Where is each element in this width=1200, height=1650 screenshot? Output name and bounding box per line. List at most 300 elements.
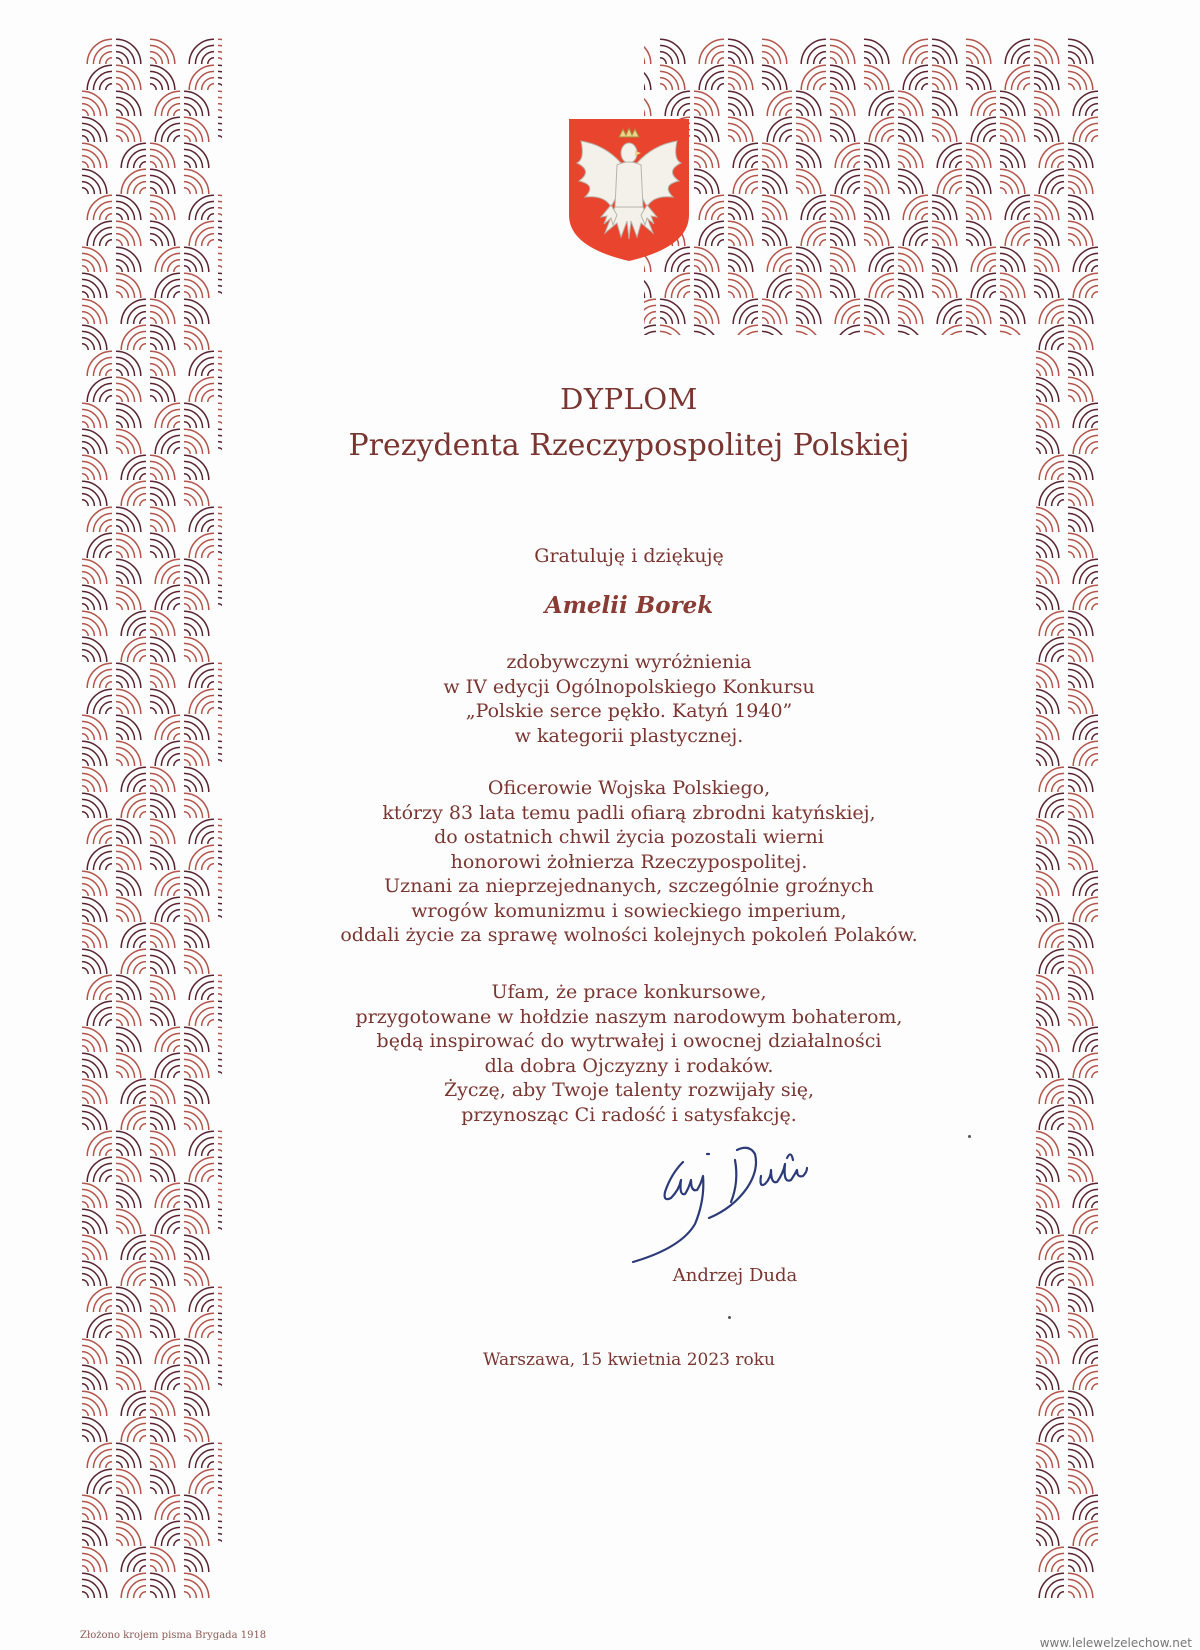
arc-stroke bbox=[1092, 578, 1098, 584]
arc-stroke bbox=[841, 175, 860, 194]
arc-stroke bbox=[150, 773, 169, 792]
arc-stroke bbox=[854, 162, 860, 168]
arc-stroke bbox=[898, 279, 917, 298]
arc-stroke bbox=[1045, 175, 1064, 194]
arc-stroke bbox=[184, 136, 190, 142]
arc-stroke bbox=[82, 344, 88, 350]
arc-stroke bbox=[1058, 188, 1064, 194]
arc-stroke bbox=[671, 279, 690, 298]
arc-stroke bbox=[898, 305, 917, 324]
arc-stroke bbox=[82, 1098, 88, 1104]
arc-stroke bbox=[184, 266, 190, 272]
arc-stroke bbox=[966, 149, 985, 168]
arc-stroke bbox=[909, 227, 928, 246]
arc-stroke bbox=[82, 188, 88, 194]
arc-stroke bbox=[762, 240, 768, 246]
arc-stroke bbox=[1034, 383, 1053, 402]
arc-stroke bbox=[1068, 461, 1087, 480]
arc-stroke bbox=[932, 292, 938, 298]
arc-stroke bbox=[1024, 84, 1030, 90]
arc-stroke bbox=[762, 84, 768, 90]
arc-stroke bbox=[195, 201, 214, 220]
arc-stroke bbox=[184, 1085, 203, 1104]
arc-stroke bbox=[932, 71, 951, 90]
arc-stroke bbox=[739, 305, 758, 324]
arc-stroke bbox=[1068, 708, 1074, 714]
arc-stroke bbox=[807, 45, 826, 64]
arc-stroke bbox=[116, 734, 122, 740]
arc-stroke bbox=[796, 136, 802, 142]
arc-stroke bbox=[184, 903, 203, 922]
arc-stroke bbox=[1000, 97, 1019, 116]
arc-stroke bbox=[161, 1033, 180, 1052]
arc-stroke bbox=[150, 539, 169, 558]
arc-stroke bbox=[1034, 669, 1053, 688]
arc-stroke bbox=[796, 123, 815, 142]
arc-stroke bbox=[1068, 188, 1074, 194]
arc-stroke bbox=[1058, 500, 1064, 506]
arc-stroke bbox=[660, 71, 679, 90]
arc-stroke bbox=[1092, 136, 1098, 142]
arc-stroke bbox=[694, 110, 700, 116]
arc-stroke bbox=[1000, 110, 1006, 116]
arc-stroke bbox=[82, 1085, 101, 1104]
arc-stroke bbox=[82, 799, 101, 818]
arc-stroke bbox=[932, 201, 951, 220]
arc-stroke bbox=[1079, 877, 1098, 896]
arc-stroke bbox=[864, 84, 870, 90]
arc-stroke bbox=[932, 266, 938, 272]
arc-stroke bbox=[1092, 266, 1098, 272]
arc-stroke bbox=[161, 1059, 180, 1078]
arc-stroke bbox=[150, 240, 156, 246]
arc-stroke bbox=[82, 643, 101, 662]
arc-stroke bbox=[966, 58, 972, 64]
arc-stroke bbox=[116, 58, 122, 64]
arc-stroke bbox=[864, 201, 883, 220]
arc-stroke bbox=[184, 799, 203, 818]
arc-stroke bbox=[1068, 682, 1074, 688]
arc-stroke bbox=[1034, 240, 1040, 246]
arc-stroke bbox=[208, 864, 214, 870]
arc-stroke bbox=[1068, 149, 1087, 168]
arc-stroke bbox=[820, 58, 826, 64]
arc-stroke bbox=[718, 58, 724, 64]
arc-stroke bbox=[1068, 1007, 1087, 1026]
arc-stroke bbox=[82, 162, 88, 168]
arc-stroke bbox=[82, 487, 101, 506]
arc-stroke bbox=[864, 71, 883, 90]
arc-stroke bbox=[161, 721, 180, 740]
arc-stroke bbox=[660, 318, 666, 324]
arc-stroke bbox=[762, 227, 781, 246]
arc-stroke bbox=[977, 253, 996, 272]
arc-stroke bbox=[127, 175, 146, 194]
arc-stroke bbox=[1092, 890, 1098, 896]
arc-stroke bbox=[932, 253, 951, 272]
arc-stroke bbox=[208, 838, 214, 844]
arc-stroke bbox=[943, 175, 962, 194]
arc-stroke bbox=[184, 591, 203, 610]
arc-stroke bbox=[1068, 214, 1074, 220]
arc-stroke bbox=[1068, 643, 1087, 662]
arc-stroke bbox=[150, 331, 169, 350]
arc-stroke bbox=[966, 227, 985, 246]
arc-stroke bbox=[150, 487, 169, 506]
arc-stroke bbox=[140, 500, 146, 506]
arc-stroke bbox=[195, 383, 214, 402]
arc-stroke bbox=[1034, 851, 1053, 870]
arc-stroke bbox=[1034, 201, 1053, 220]
arc-stroke bbox=[830, 201, 849, 220]
arc-stroke bbox=[1068, 474, 1074, 480]
arc-stroke bbox=[150, 396, 156, 402]
arc-stroke bbox=[909, 71, 928, 90]
arc-stroke bbox=[174, 1072, 180, 1078]
arc-stroke bbox=[82, 1046, 88, 1052]
arc-stroke bbox=[786, 136, 792, 142]
arc-stroke bbox=[1045, 643, 1064, 662]
arc-stroke bbox=[1034, 877, 1053, 896]
arc-stroke bbox=[990, 292, 996, 298]
arc-stroke bbox=[943, 305, 962, 324]
arc-stroke bbox=[932, 227, 951, 246]
arc-stroke bbox=[208, 994, 214, 1000]
arc-stroke bbox=[1045, 799, 1064, 818]
arc-stroke bbox=[82, 812, 88, 818]
arc-stroke bbox=[116, 526, 122, 532]
arc-stroke bbox=[150, 981, 169, 1000]
arc-stroke bbox=[150, 383, 169, 402]
arc-stroke bbox=[796, 305, 815, 324]
arc-stroke bbox=[150, 942, 156, 948]
arc-stroke bbox=[116, 877, 135, 896]
arc-stroke bbox=[1079, 591, 1098, 610]
arc-stroke bbox=[1000, 266, 1006, 272]
arc-stroke bbox=[150, 214, 156, 220]
arc-stroke bbox=[1068, 227, 1087, 246]
arc-stroke bbox=[1079, 747, 1098, 766]
arc-stroke bbox=[184, 188, 190, 194]
arc-stroke bbox=[932, 279, 951, 298]
arc-stroke bbox=[150, 630, 156, 636]
arc-stroke bbox=[82, 617, 101, 636]
arc-stroke bbox=[1034, 721, 1053, 740]
arc-stroke bbox=[1092, 292, 1098, 298]
arc-stroke bbox=[762, 58, 768, 64]
arc-stroke bbox=[184, 786, 190, 792]
arc-stroke bbox=[150, 370, 156, 376]
arc-stroke bbox=[82, 747, 101, 766]
arc-stroke bbox=[184, 1046, 190, 1052]
arc-stroke bbox=[150, 669, 169, 688]
arc-stroke bbox=[1034, 1033, 1053, 1052]
arc-stroke bbox=[116, 253, 135, 272]
arc-stroke bbox=[796, 253, 815, 272]
arc-stroke bbox=[184, 474, 190, 480]
arc-stroke bbox=[1034, 981, 1053, 1000]
arc-stroke bbox=[150, 656, 156, 662]
arc-stroke bbox=[922, 84, 928, 90]
arc-stroke bbox=[140, 1124, 146, 1130]
arc-stroke bbox=[127, 461, 146, 480]
arc-stroke bbox=[830, 253, 849, 272]
arc-stroke bbox=[116, 97, 135, 116]
arc-stroke bbox=[161, 565, 180, 584]
arc-stroke bbox=[966, 305, 985, 324]
arc-stroke bbox=[150, 851, 169, 870]
arc-stroke bbox=[786, 266, 792, 272]
arc-stroke bbox=[1092, 1046, 1098, 1052]
arc-stroke bbox=[966, 214, 972, 220]
arc-stroke bbox=[174, 292, 180, 298]
arc-stroke bbox=[174, 266, 180, 272]
arc-stroke bbox=[127, 643, 146, 662]
arc-stroke bbox=[1068, 656, 1074, 662]
arc-stroke bbox=[854, 188, 860, 194]
arc-stroke bbox=[116, 539, 135, 558]
arc-stroke bbox=[1000, 279, 1019, 298]
arc-stroke bbox=[932, 136, 938, 142]
arc-stroke bbox=[956, 318, 962, 324]
arc-stroke bbox=[82, 422, 88, 428]
arc-stroke bbox=[932, 214, 938, 220]
arc-stroke bbox=[106, 396, 112, 402]
arc-stroke bbox=[82, 149, 101, 168]
arc-stroke bbox=[875, 279, 894, 298]
arc-stroke bbox=[1079, 97, 1098, 116]
arc-stroke bbox=[1000, 188, 1006, 194]
arc-stroke bbox=[1000, 305, 1019, 324]
arc-stroke bbox=[161, 279, 180, 298]
arc-stroke bbox=[174, 916, 180, 922]
arc-stroke bbox=[116, 357, 135, 376]
arc-stroke bbox=[1034, 695, 1053, 714]
arc-stroke bbox=[150, 45, 169, 64]
arc-stroke bbox=[116, 604, 122, 610]
arc-stroke bbox=[184, 1098, 190, 1104]
arc-stroke bbox=[820, 84, 826, 90]
arc-stroke bbox=[1068, 825, 1087, 844]
arc-stroke bbox=[1068, 500, 1074, 506]
arc-stroke bbox=[888, 110, 894, 116]
arc-stroke bbox=[140, 812, 146, 818]
arc-stroke bbox=[786, 110, 792, 116]
arc-stroke bbox=[116, 1046, 122, 1052]
arc-stroke bbox=[932, 123, 951, 142]
arc-stroke bbox=[762, 214, 768, 220]
arc-stroke bbox=[106, 1020, 112, 1026]
arc-stroke bbox=[82, 630, 88, 636]
arc-stroke bbox=[1034, 253, 1053, 272]
arc-stroke bbox=[150, 994, 156, 1000]
arc-stroke bbox=[1034, 1007, 1053, 1026]
arc-stroke bbox=[174, 1046, 180, 1052]
arc-stroke bbox=[1079, 1033, 1098, 1052]
arc-stroke bbox=[184, 1059, 203, 1078]
arc-stroke bbox=[150, 929, 169, 948]
arc-stroke bbox=[93, 669, 112, 688]
arc-stroke bbox=[140, 968, 146, 974]
arc-stroke bbox=[184, 305, 203, 324]
arc-stroke bbox=[82, 734, 88, 740]
arc-stroke bbox=[1058, 162, 1064, 168]
arc-stroke bbox=[830, 58, 836, 64]
arc-stroke bbox=[140, 1098, 146, 1104]
arc-stroke bbox=[875, 123, 894, 142]
arc-stroke bbox=[728, 110, 734, 116]
arc-stroke bbox=[922, 240, 928, 246]
arc-stroke bbox=[1034, 214, 1040, 220]
arc-stroke bbox=[773, 97, 792, 116]
arc-stroke bbox=[82, 318, 88, 324]
arc-stroke bbox=[796, 279, 815, 298]
arc-stroke bbox=[864, 318, 870, 324]
arc-stroke bbox=[82, 916, 88, 922]
arc-stroke bbox=[898, 110, 904, 116]
arc-stroke bbox=[1092, 448, 1098, 454]
arc-stroke bbox=[864, 149, 883, 168]
arc-stroke bbox=[116, 825, 135, 844]
arc-stroke bbox=[127, 1085, 146, 1104]
arc-stroke bbox=[127, 799, 146, 818]
arc-stroke bbox=[1000, 318, 1006, 324]
arc-stroke bbox=[1068, 162, 1074, 168]
arc-stroke bbox=[864, 188, 870, 194]
arc-stroke bbox=[1024, 240, 1030, 246]
arc-stroke bbox=[830, 136, 836, 142]
arc-stroke bbox=[830, 240, 836, 246]
arc-stroke bbox=[116, 721, 135, 740]
arc-stroke bbox=[1034, 435, 1053, 454]
arc-stroke bbox=[116, 292, 122, 298]
arc-stroke bbox=[796, 110, 802, 116]
arc-stroke bbox=[184, 409, 203, 428]
arc-stroke bbox=[1068, 929, 1087, 948]
arc-stroke bbox=[161, 747, 180, 766]
arc-stroke bbox=[184, 890, 190, 896]
arc-stroke bbox=[184, 578, 190, 584]
arc-stroke bbox=[1034, 45, 1053, 64]
arc-stroke bbox=[1068, 513, 1087, 532]
arc-stroke bbox=[106, 84, 112, 90]
arc-stroke bbox=[705, 227, 724, 246]
arc-stroke bbox=[752, 162, 758, 168]
arc-stroke bbox=[1068, 617, 1087, 636]
arc-stroke bbox=[830, 279, 849, 298]
arc-stroke bbox=[93, 201, 112, 220]
arc-stroke bbox=[1068, 812, 1074, 818]
arc-stroke bbox=[728, 45, 747, 64]
arc-stroke bbox=[1068, 175, 1087, 194]
arc-stroke bbox=[82, 565, 101, 584]
arc-stroke bbox=[116, 448, 122, 454]
arc-stroke bbox=[1058, 968, 1064, 974]
arc-stroke bbox=[82, 656, 88, 662]
arc-stroke bbox=[116, 916, 122, 922]
arc-stroke bbox=[208, 682, 214, 688]
arc-stroke bbox=[116, 110, 122, 116]
arc-stroke bbox=[150, 838, 156, 844]
arc-stroke bbox=[1034, 227, 1053, 246]
arc-stroke bbox=[150, 617, 169, 636]
arc-stroke bbox=[966, 162, 972, 168]
arc-stroke bbox=[1034, 1059, 1053, 1078]
arc-stroke bbox=[150, 162, 156, 168]
arc-stroke bbox=[195, 539, 214, 558]
arc-stroke bbox=[1034, 903, 1053, 922]
arc-stroke bbox=[82, 461, 101, 480]
arc-stroke bbox=[830, 45, 849, 64]
arc-stroke bbox=[864, 45, 883, 64]
arc-stroke bbox=[1000, 175, 1019, 194]
arc-stroke bbox=[1068, 968, 1074, 974]
arc-stroke bbox=[1068, 942, 1074, 948]
arc-stroke bbox=[82, 903, 101, 922]
arc-stroke bbox=[184, 955, 203, 974]
arc-stroke bbox=[161, 97, 180, 116]
arc-stroke bbox=[694, 149, 713, 168]
arc-stroke bbox=[150, 552, 156, 558]
arc-stroke bbox=[922, 58, 928, 64]
arc-stroke bbox=[990, 110, 996, 116]
arc-stroke bbox=[1011, 71, 1030, 90]
arc-stroke bbox=[116, 708, 122, 714]
arc-stroke bbox=[864, 162, 870, 168]
arc-stroke bbox=[1058, 656, 1064, 662]
arc-stroke bbox=[93, 695, 112, 714]
arc-stroke bbox=[1079, 279, 1098, 298]
arc-stroke bbox=[762, 201, 781, 220]
arc-stroke bbox=[1000, 136, 1006, 142]
arc-stroke bbox=[184, 747, 203, 766]
arc-stroke bbox=[93, 1007, 112, 1026]
arc-stroke bbox=[728, 201, 747, 220]
arc-stroke bbox=[1000, 149, 1019, 168]
arc-stroke bbox=[195, 669, 214, 688]
arc-stroke bbox=[150, 864, 156, 870]
arc-stroke bbox=[150, 1111, 169, 1130]
arc-stroke bbox=[1079, 1059, 1098, 1078]
arc-stroke bbox=[796, 162, 802, 168]
arc-stroke bbox=[694, 318, 700, 324]
arc-stroke bbox=[752, 188, 758, 194]
arc-stroke bbox=[208, 214, 214, 220]
arc-stroke bbox=[184, 175, 203, 194]
arc-stroke bbox=[1011, 45, 1030, 64]
arc-stroke bbox=[1011, 227, 1030, 246]
arc-stroke bbox=[1045, 461, 1064, 480]
arc-stroke bbox=[116, 370, 122, 376]
arc-stroke bbox=[150, 357, 169, 376]
arc-stroke bbox=[966, 175, 985, 194]
arc-stroke bbox=[1034, 591, 1053, 610]
arc-stroke bbox=[990, 136, 996, 142]
arc-stroke bbox=[116, 383, 135, 402]
arc-stroke bbox=[1058, 786, 1064, 792]
arc-stroke bbox=[82, 591, 101, 610]
arc-stroke bbox=[660, 45, 679, 64]
arc-stroke bbox=[728, 123, 747, 142]
arc-stroke bbox=[161, 123, 180, 142]
arc-stroke bbox=[150, 1085, 169, 1104]
arc-stroke bbox=[116, 435, 135, 454]
arc-stroke bbox=[127, 331, 146, 350]
arc-stroke bbox=[807, 201, 826, 220]
arc-stroke bbox=[1092, 604, 1098, 610]
arc-stroke bbox=[184, 422, 190, 428]
arc-stroke bbox=[1068, 539, 1087, 558]
